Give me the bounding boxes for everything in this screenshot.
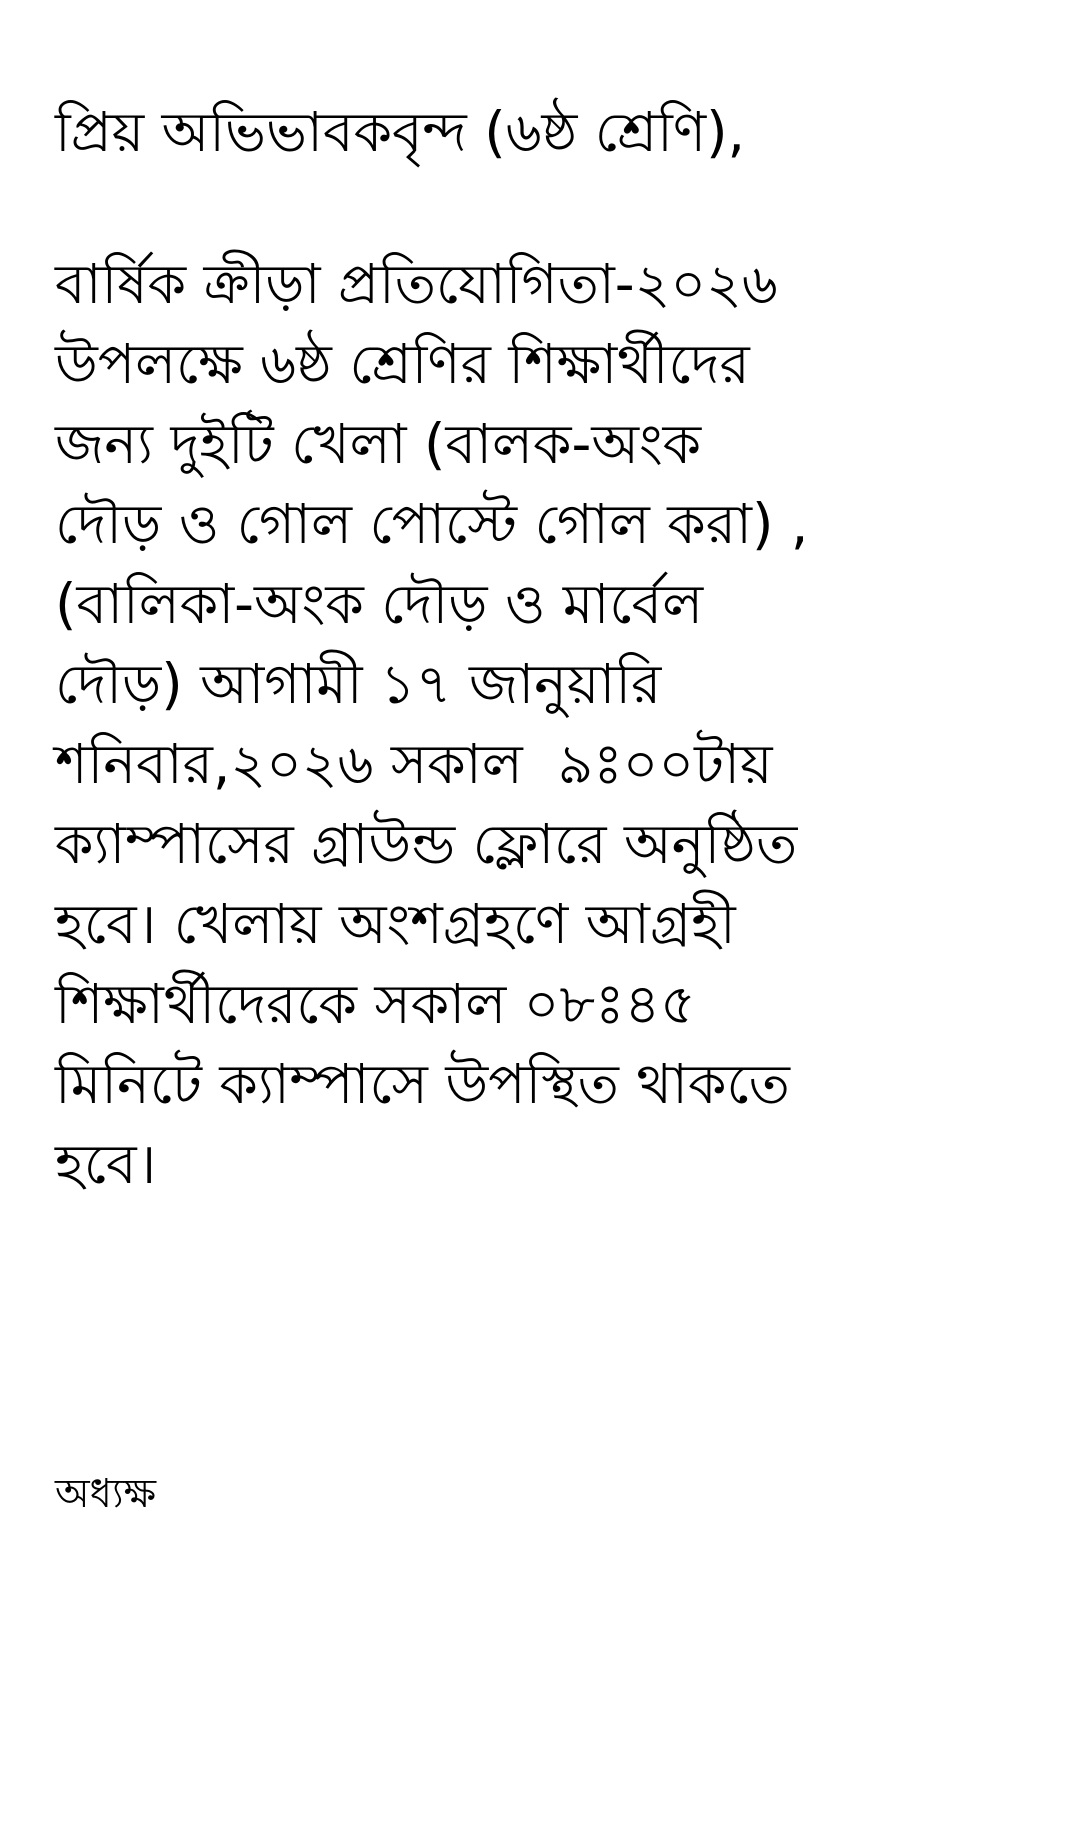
body-line: উপলক্ষে ৬ষ্ঠ শ্রেণির শিক্ষার্থীদের [55,332,750,396]
body-line: দৌড় ও গোল পোস্টে গোল করা) , [55,492,809,556]
body-line: শনিবার,২০২৬ সকাল ৯ঃ০০টায় [55,732,773,796]
body-line: হবে। খেলায় অংশগ্রহণে আগ্রহী [55,892,736,956]
body-line: (বালিকা-অংক দৌড় ও মার্বেল [55,572,704,636]
body-line: শিক্ষার্থীদেরকে সকাল ০৮ঃ৪৫ [55,972,696,1036]
body-line: মিনিটে ক্যাম্পাসে উপস্থিত থাকতে [55,1052,790,1116]
body-paragraph [55,244,1040,1204]
signature-principal: অধ্যক্ষ [55,1471,157,1517]
salutation-line: প্রিয় অভিভাবকবৃন্দ (৬ষ্ঠ শ্রেণি), [55,100,746,164]
body-line: জন্য দুইটি খেলা (বালক-অংক [55,412,702,476]
body-line: হবে। [55,1132,157,1196]
body-line: দৌড়) আগামী ১৭ জানুয়ারি [55,652,662,716]
body-line: বার্ষিক ক্রীড়া প্রতিযোগিতা-২০২৬ [55,252,778,316]
body-line: ক্যাম্পাসের গ্রাউন্ড ফ্লোরে অনুষ্ঠিত [55,812,798,876]
